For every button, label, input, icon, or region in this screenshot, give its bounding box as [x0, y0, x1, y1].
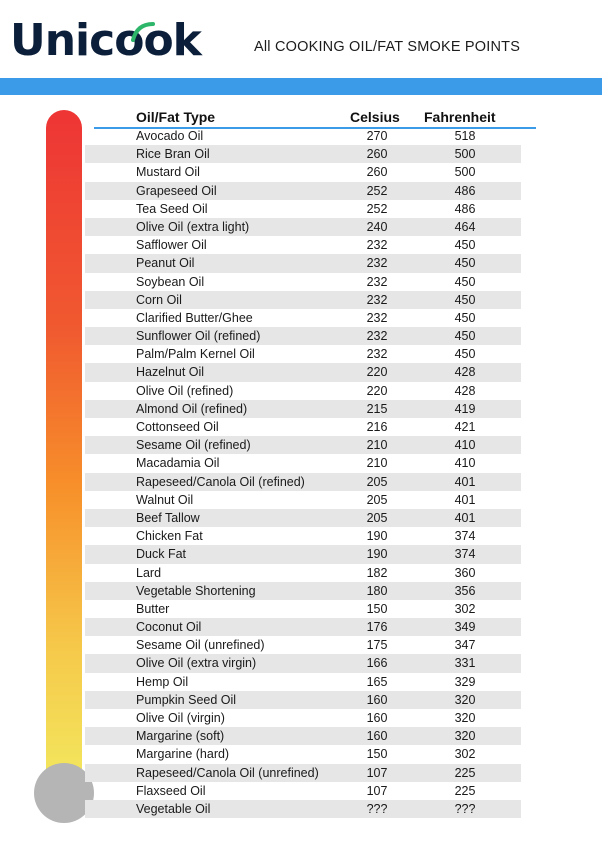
fahrenheit-cell: 421: [454, 420, 476, 434]
fahrenheit-cell: 450: [454, 347, 476, 362]
fahrenheit-cell: 450: [454, 238, 476, 253]
oil-type-cell: Pumpkin Seed Oil: [136, 692, 237, 707]
table-row: [85, 382, 521, 400]
table-row: [85, 691, 521, 709]
oil-type-cell: Sesame Oil (refined): [136, 438, 251, 453]
table-row: [85, 363, 521, 381]
fahrenheit-cell: 401: [454, 510, 476, 525]
celsius-cell: 205: [366, 510, 388, 525]
celsius-cell: 252: [366, 201, 388, 216]
celsius-cell: 252: [366, 183, 388, 198]
oil-type-cell: Peanut Oil: [136, 256, 195, 271]
oil-type-cell: Soybean Oil: [136, 274, 205, 289]
fahrenheit-cell: 302: [454, 601, 476, 616]
fahrenheit-cell: 410: [454, 438, 476, 453]
celsius-cell: 240: [366, 219, 388, 234]
fahrenheit-cell: 419: [454, 401, 476, 416]
oil-type-cell: Olive Oil (extra light): [136, 219, 250, 234]
fahrenheit-cell: 302: [454, 747, 476, 762]
fahrenheit-cell: 410: [454, 456, 476, 471]
oil-type-cell: Duck Fat: [136, 547, 187, 562]
table-row: [85, 709, 521, 727]
celsius-cell: 182: [366, 565, 388, 580]
oil-type-cell: Macadamia Oil: [136, 456, 220, 471]
table-row: [85, 400, 521, 418]
logo-swoosh-icon: [127, 20, 159, 44]
oil-type-cell: Almond Oil (refined): [136, 401, 248, 416]
celsius-cell: 232: [366, 256, 388, 271]
fahrenheit-cell: ???: [454, 801, 476, 816]
table-row: [85, 418, 521, 436]
fahrenheit-cell: 518: [454, 129, 476, 143]
celsius-cell: 205: [366, 492, 388, 507]
table-row: [85, 673, 521, 691]
fahrenheit-cell: 360: [454, 565, 476, 580]
oil-type-cell: Olive Oil (virgin): [136, 711, 225, 725]
oil-type-cell: Lard: [136, 565, 162, 580]
oil-type-cell: Vegetable Oil: [136, 801, 211, 816]
fahrenheit-cell: 349: [454, 620, 476, 635]
fahrenheit-cell: 320: [454, 711, 476, 725]
table-row: [85, 145, 521, 163]
celsius-cell: 190: [366, 529, 388, 544]
table-row: [85, 636, 521, 654]
table-row: [85, 345, 521, 363]
celsius-cell: 270: [366, 129, 388, 143]
smoke-point-table: [85, 127, 521, 818]
fahrenheit-cell: 428: [454, 383, 476, 398]
fahrenheit-cell: 450: [454, 292, 476, 307]
oil-type-cell: Mustard Oil: [136, 165, 200, 180]
celsius-cell: 205: [366, 474, 388, 489]
celsius-cell: 107: [366, 783, 388, 798]
celsius-cell: 215: [366, 401, 388, 416]
celsius-cell: 180: [366, 583, 388, 598]
fahrenheit-cell: 450: [454, 256, 476, 271]
celsius-cell: 232: [366, 347, 388, 362]
celsius-cell: 232: [366, 292, 388, 307]
oil-type-cell: Clarified Butter/Ghee: [136, 310, 253, 325]
fahrenheit-cell: 450: [454, 329, 476, 344]
table-row: [85, 163, 521, 181]
fahrenheit-cell: 225: [454, 765, 476, 780]
celsius-cell: 160: [366, 729, 388, 744]
celsius-cell: 160: [366, 711, 388, 725]
celsius-cell: 190: [366, 547, 388, 562]
table-row: [85, 309, 521, 327]
table-row: [85, 527, 521, 545]
celsius-cell: 232: [366, 310, 388, 325]
table-row: [85, 745, 521, 763]
celsius-cell: 175: [366, 638, 388, 653]
table-row: [85, 509, 521, 527]
oil-type-cell: Beef Tallow: [136, 510, 200, 525]
fahrenheit-cell: 500: [454, 165, 476, 180]
oil-type-cell: Vegetable Shortening: [136, 583, 256, 598]
table-row: [85, 764, 521, 782]
oil-type-cell: Flaxseed Oil: [136, 783, 206, 798]
unicook-logo: [10, 16, 201, 66]
fahrenheit-cell: 450: [454, 274, 476, 289]
celsius-cell: 160: [366, 692, 388, 707]
fahrenheit-cell: 464: [454, 219, 476, 234]
oil-type-cell: Grapeseed Oil: [136, 183, 217, 198]
oil-type-cell: Avocado Oil: [136, 129, 204, 143]
table-row: [85, 291, 521, 309]
page-title: All COOKING OIL/FAT SMOKE POINTS: [254, 39, 521, 55]
oil-type-cell: Hazelnut Oil: [136, 365, 205, 380]
table-row: [85, 491, 521, 509]
oil-type-cell: Tea Seed Oil: [136, 201, 208, 216]
celsius-cell: 220: [366, 383, 388, 398]
oil-type-cell: Corn Oil: [136, 292, 182, 307]
fahrenheit-cell: 225: [454, 783, 476, 798]
oil-type-cell: Sunflower Oil (refined): [136, 329, 261, 344]
celsius-cell: 150: [366, 747, 388, 762]
table-row: [85, 800, 521, 818]
fahrenheit-cell: 374: [454, 547, 476, 562]
celsius-cell: ???: [366, 801, 388, 816]
table-row: [85, 564, 521, 582]
celsius-cell: 210: [366, 456, 388, 471]
celsius-cell: 210: [366, 438, 388, 453]
fahrenheit-cell: 374: [454, 529, 476, 544]
oil-type-cell: Hemp Oil: [136, 674, 189, 689]
celsius-cell: 166: [366, 656, 388, 671]
celsius-cell: 216: [366, 420, 388, 434]
celsius-cell: 232: [366, 274, 388, 289]
oil-type-cell: Olive Oil (extra virgin): [136, 656, 257, 671]
oil-type-cell: Butter: [136, 601, 170, 616]
oil-type-cell: Cottonseed Oil: [136, 420, 219, 434]
table-row: [85, 727, 521, 745]
oil-type-cell: Sesame Oil (unrefined): [136, 638, 265, 653]
fahrenheit-cell: 500: [454, 147, 476, 162]
fahrenheit-cell: 450: [454, 310, 476, 325]
table-row: [85, 436, 521, 454]
oil-type-cell: Rapeseed/Canola Oil (refined): [136, 474, 305, 489]
table-row: [85, 454, 521, 472]
oil-type-cell: Walnut Oil: [136, 492, 194, 507]
celsius-cell: 165: [366, 674, 388, 689]
table-row: [85, 200, 521, 218]
fahrenheit-cell: 486: [454, 201, 476, 216]
table-row: [85, 545, 521, 563]
celsius-cell: 260: [366, 165, 388, 180]
logo-text: Unicook: [10, 15, 201, 66]
celsius-cell: 220: [366, 365, 388, 380]
fahrenheit-cell: 329: [454, 674, 476, 689]
table-row: [85, 600, 521, 618]
celsius-cell: 232: [366, 238, 388, 253]
fahrenheit-cell: 347: [454, 638, 476, 653]
table-row: [85, 782, 521, 800]
table-row: [85, 254, 521, 272]
fahrenheit-cell: 486: [454, 183, 476, 198]
oil-type-cell: Coconut Oil: [136, 620, 202, 635]
table-row: [85, 218, 521, 236]
celsius-cell: 260: [366, 147, 388, 162]
celsius-cell: 232: [366, 329, 388, 344]
accent-band: [0, 78, 602, 95]
celsius-cell: 107: [366, 765, 388, 780]
oil-type-cell: Chicken Fat: [136, 529, 203, 544]
table-row: [85, 654, 521, 672]
oil-type-cell: Margarine (hard): [136, 747, 230, 762]
oil-type-cell: Rapeseed/Canola Oil (unrefined): [136, 765, 319, 780]
fahrenheit-cell: 320: [454, 692, 476, 707]
table-row: [85, 582, 521, 600]
oil-type-cell: Palm/Palm Kernel Oil: [136, 347, 255, 362]
table-header: [94, 106, 536, 129]
table-row: [85, 618, 521, 636]
table-row: [85, 327, 521, 345]
table-row: [85, 273, 521, 291]
oil-type-cell: Safflower Oil: [136, 238, 207, 253]
header-celsius: Celsius: [350, 109, 400, 125]
oil-type-cell: Margarine (soft): [136, 729, 225, 744]
header-fahrenheit: Fahrenheit: [424, 109, 496, 125]
fahrenheit-cell: 401: [454, 474, 476, 489]
celsius-cell: 176: [366, 620, 388, 635]
table-row: [85, 182, 521, 200]
fahrenheit-cell: 356: [454, 583, 476, 598]
oil-type-cell: Rice Bran Oil: [136, 147, 210, 162]
fahrenheit-cell: 401: [454, 492, 476, 507]
table-row: [85, 127, 521, 145]
header: [0, 0, 602, 78]
fahrenheit-cell: 428: [454, 365, 476, 380]
oil-type-cell: Olive Oil (refined): [136, 383, 234, 398]
fahrenheit-cell: 320: [454, 729, 476, 744]
celsius-cell: 150: [366, 601, 388, 616]
table-row: [85, 236, 521, 254]
fahrenheit-cell: 331: [454, 656, 476, 671]
table-row: [85, 473, 521, 491]
header-oil-fat-type: Oil/Fat Type: [136, 109, 216, 125]
